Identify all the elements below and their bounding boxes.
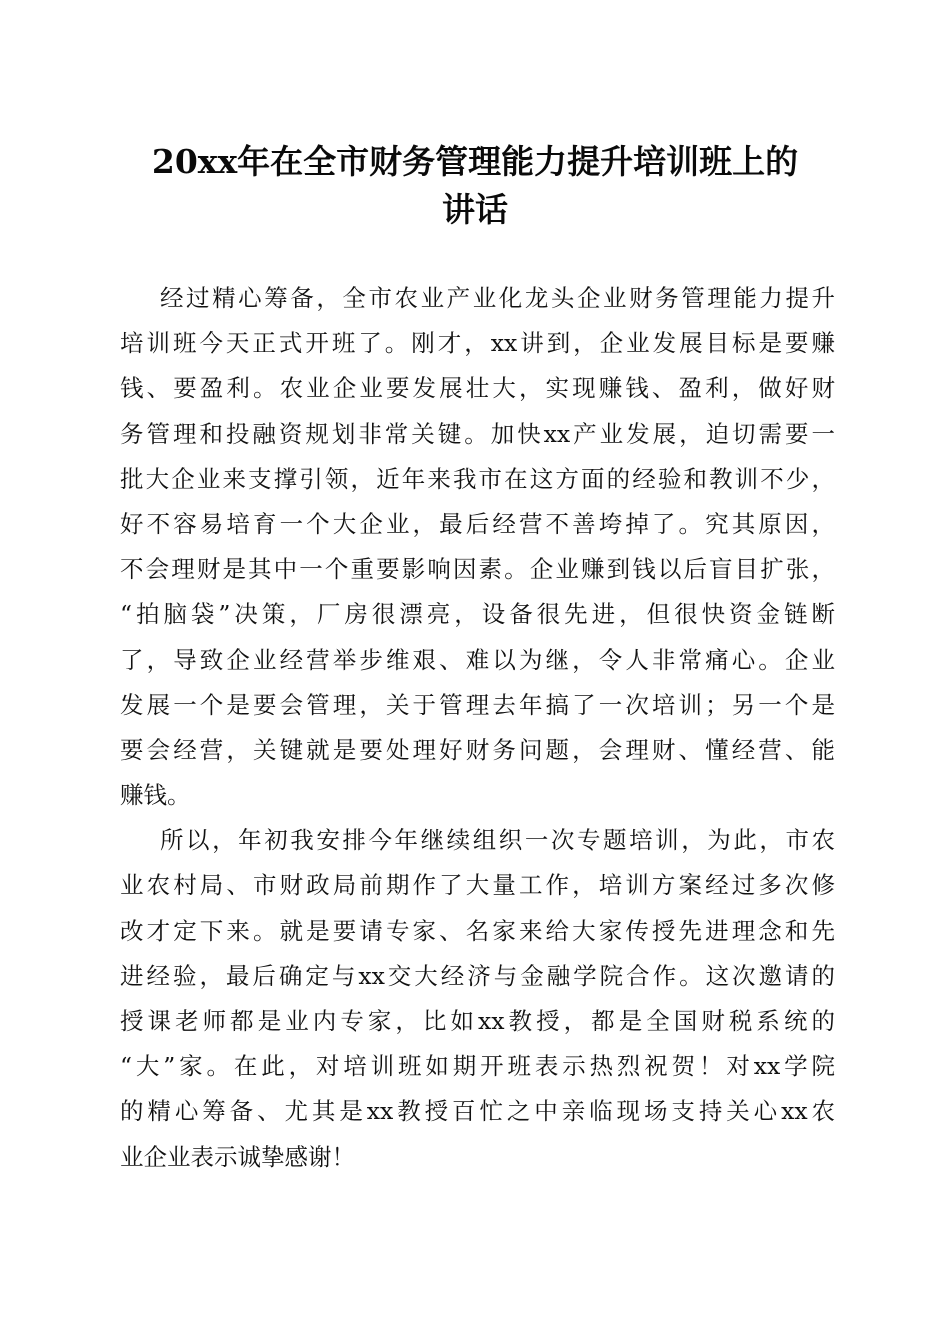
title-line: 20xx年在全市财务管理能力提升培训班上的 [151, 142, 799, 181]
paragraph-line: “拍脑袋”决策，厂房很漂亮，设备很先进，但很快资金链断 [120, 600, 835, 629]
document-title [100, 138, 850, 234]
paragraph-line: 要会经营，关键就是要处理好财务问题，会理财、懂经营、能 [120, 735, 835, 764]
paragraph-line: 业农村局、市财政局前期作了大量工作，培训方案经过多次修 [120, 871, 835, 900]
document-body [120, 276, 835, 1180]
paragraph-line: 进经验，最后确定与xx交大经济与金融学院合作。这次邀请的 [120, 961, 835, 990]
paragraph-line: 业企业表示诚挚感谢！ [120, 1142, 355, 1171]
paragraph-line: 改才定下来。就是要请专家、名家来给大家传授先进理念和先 [120, 916, 835, 945]
paragraph-line: 批大企业来支撑引领，近年来我市在这方面的经验和教训不少， [120, 464, 835, 493]
paragraph-line: 所以，年初我安排今年继续组织一次专题培训，为此，市农 [160, 826, 835, 855]
paragraph [120, 818, 835, 1180]
paragraph-line: 了，导致企业经营举步维艰、难以为继，令人非常痛心。企业 [120, 645, 835, 674]
paragraph-line: 务管理和投融资规划非常关键。加快xx产业发展，迫切需要一 [120, 419, 835, 448]
paragraph-line: 的精心筹备、尤其是xx教授百忙之中亲临现场支持关心xx农 [120, 1097, 835, 1126]
title-line: 讲话 [442, 190, 508, 229]
paragraph-line: 不会理财是其中一个重要影响因素。企业赚到钱以后盲目扩张， [120, 555, 835, 584]
paragraph-line: 经过精心筹备，全市农业产业化龙头企业财务管理能力提升 [160, 284, 835, 312]
paragraph-line: 培训班今天正式开班了。刚才，xx讲到，企业发展目标是要赚 [120, 329, 835, 358]
paragraph-line: 授课老师都是业内专家，比如xx教授，都是全国财税系统的 [120, 1007, 835, 1035]
paragraph-line: 好不容易培育一个大企业，最后经营不善垮掉了。究其原因， [120, 509, 835, 538]
paragraph-line: 钱、要盈利。农业企业要发展壮大，实现赚钱、盈利，做好财 [120, 374, 835, 403]
paragraph-line: “大”家。在此，对培训班如期开班表示热烈祝贺！对xx学院 [120, 1052, 835, 1081]
paragraph-line: 赚钱。 [120, 781, 191, 810]
paragraph-line: 发展一个是要会管理，关于管理去年搞了一次培训；另一个是 [120, 690, 835, 719]
paragraph [120, 276, 835, 818]
